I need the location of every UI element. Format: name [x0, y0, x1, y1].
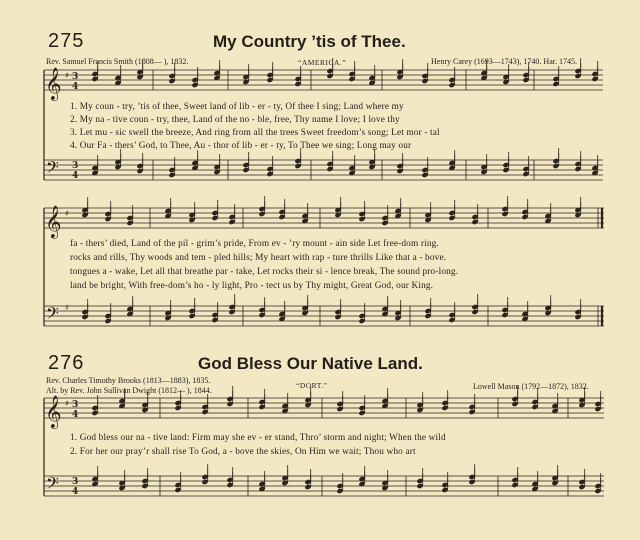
hymn-title: My Country ’tis of Thee. [213, 32, 406, 51]
svg-text:3: 3 [72, 400, 79, 410]
svg-text:4: 4 [72, 410, 79, 420]
lyric-line: land be bright, With free-dom’s ho - ly light, Pro - tect us by Thy might, Great God, our King. [70, 281, 434, 291]
tune-name: “DORT.” [296, 381, 328, 390]
author-credit: Rev. Charles Timothy Brooks (1813—1883), 1835. [46, 376, 211, 385]
lyric-line: 2. My na - tive coun - try, thee, Land of the no - ble, free, Thy name I love; I love thy [70, 115, 400, 125]
lyric-line: 2. For her our pray’r shall rise To God, a - bove the skies, On Him we wait; Thou who art [70, 447, 416, 457]
svg-text:♯: ♯ [65, 209, 69, 218]
svg-text:4: 4 [72, 171, 79, 181]
lyric-line: 4. Our Fa - thers’ God, to Thee, Au - thor of lib - er - ty, To Thee we sing; Long may our [70, 141, 412, 151]
hymn-number: 276 [48, 352, 85, 374]
author-credit: Alt. by Rev. John Sullivan Dwight (1812— ), 1844. [46, 386, 212, 395]
composer-credit: Henry Carey (1693—1743), 1740. Har. 1745. [431, 57, 577, 66]
lyric-line: rocks and rills, Thy woods and tem - pled hills; My heart with rap - ture thrills Like that a - bove. [70, 253, 447, 263]
svg-text:♯: ♯ [65, 303, 69, 312]
lyric-line: tongues a - wake, Let all that breathe par - take, Let rocks their si - lence break, The sound pro-long. [70, 267, 459, 277]
svg-text:♯: ♯ [65, 399, 69, 408]
lyric-line: 1. God bless our na - tive land: Firm may she ev - er stand, Thro’ storm and night; When the wild [70, 433, 446, 443]
lyric-line: 3. Let mu - sic swell the breeze, And ring from all the trees Sweet freedom’s song; Let mor - tal [70, 128, 440, 138]
author-credit: Rev. Samuel Francis Smith (1808— ), 1832. [46, 57, 189, 66]
hymn-title: God Bless Our Native Land. [198, 354, 423, 373]
svg-text:𝄢: 𝄢 [46, 157, 59, 181]
svg-text:4: 4 [72, 487, 79, 497]
tune-name: “AMERICA.” [298, 58, 347, 67]
svg-text:♯: ♯ [65, 71, 69, 80]
svg-text:3: 3 [72, 72, 79, 82]
svg-text:𝄢: 𝄢 [46, 303, 59, 327]
svg-text:𝄢: 𝄢 [46, 473, 59, 497]
svg-text:𝄞: 𝄞 [45, 67, 62, 100]
svg-text:4: 4 [72, 82, 79, 92]
hymn-number: 275 [48, 30, 85, 52]
svg-text:𝄞: 𝄞 [45, 395, 62, 428]
svg-text:3: 3 [72, 161, 79, 171]
svg-text:𝄞: 𝄞 [45, 205, 62, 238]
lyric-line: fa - thers’ died, Land of the pil - grim’s pride, From ev - ’ry mount - ain side Let free-dom ring. [70, 239, 439, 249]
lyric-line: 1. My coun - try, ’tis of thee, Sweet land of lib - er - ty, Of thee I sing; Land where my [70, 102, 404, 112]
svg-text:3: 3 [72, 477, 79, 487]
composer-credit: Lowell Mason (1792—1872), 1832. [473, 382, 589, 391]
